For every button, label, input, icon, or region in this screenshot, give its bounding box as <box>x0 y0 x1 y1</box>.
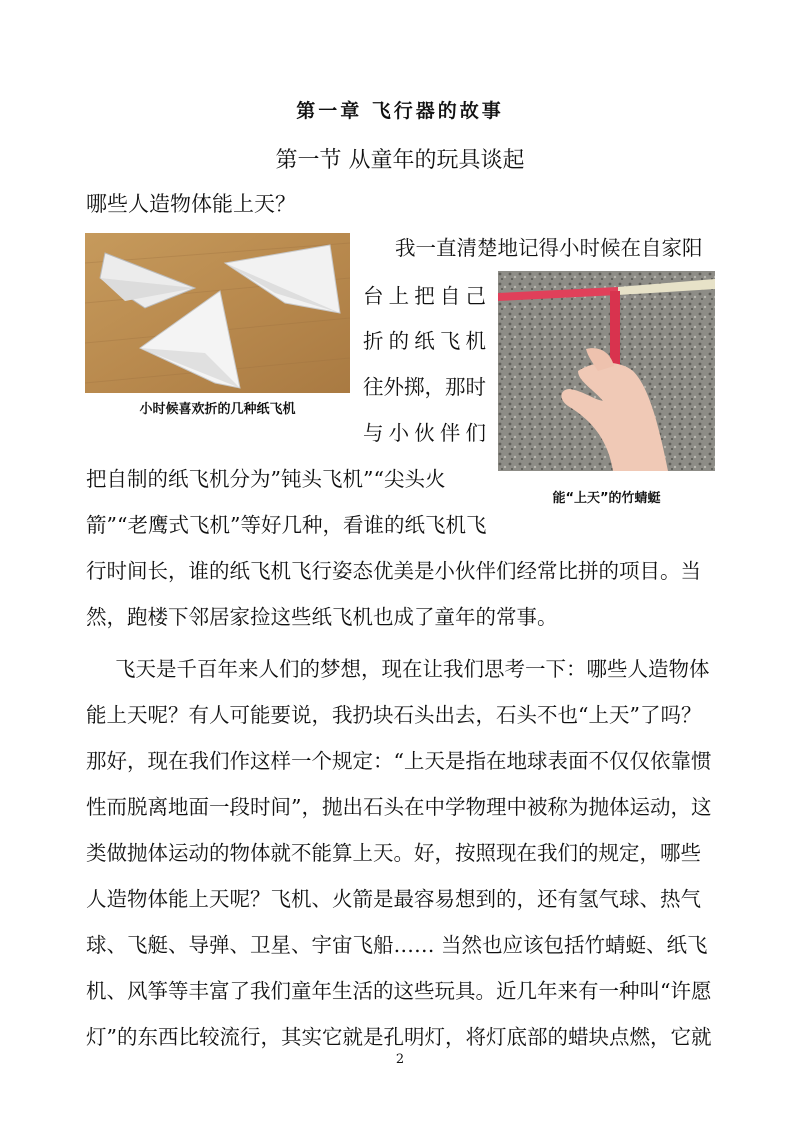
para2-line-3: 那好，现在我们作这样一个规定：“上天是指在地球表面不仅仅依靠惯 <box>86 749 712 773</box>
para1-line-7: 箭”“老鹰式飞机”等好几种，看谁的纸飞机飞 <box>86 513 487 537</box>
para2-line-7: 球、飞艇、导弹、卫星、宇宙飞船…… 当然也应该包括竹蜻蜓、纸飞 <box>86 933 708 957</box>
para2-line-4: 性而脱离地面一段时间”，抛出石头在中学物理中被称为抛体运动，这 <box>86 795 712 819</box>
para2-line-1: 飞天是千百年来人们的梦想，现在让我们思考一下：哪些人造物体 <box>115 657 710 681</box>
para1-line-9: 然，跑楼下邻居家捡这些纸飞机也成了童年的常事。 <box>86 605 558 629</box>
para1-line-1: 我一直清楚地记得小时候在自家阳 <box>395 236 703 260</box>
para1-line-6: 把自制的纸飞机分为”钝头飞机”“尖头火 <box>86 467 446 491</box>
chapter-title: 第一章 飞行器的故事 <box>296 100 504 122</box>
para1-line-5: 与 小 伙 伴 们 <box>363 421 486 445</box>
section-title: 第一节 从童年的玩具谈起 <box>275 148 525 173</box>
para1-line-8: 行时间长，谁的纸飞机飞行姿态优美是小伙伴们经常比拼的项目。当 <box>86 559 701 583</box>
left-figure-caption: 小时候喜欢折的几种纸飞机 <box>139 402 296 417</box>
para2-line-5: 类做抛体运动的物体就不能算上天。好，按照现在我们的规定，哪些 <box>86 841 701 865</box>
question-heading: 哪些人造物体能上天？ <box>86 192 296 216</box>
para2-line-9: 灯”的东西比较流行，其实它就是孔明灯，将灯底部的蜡块点燃，它就 <box>86 1025 712 1049</box>
bamboo-dragonfly-photo <box>498 271 715 471</box>
page-number: 2 <box>395 1052 405 1067</box>
para1-line-2: 台 上 把 自 己 <box>363 284 486 308</box>
para2-line-6: 人造物体能上天呢？飞机、火箭是最容易想到的，还有氢气球、热气 <box>86 887 701 911</box>
paper-airplanes-photo <box>85 233 350 393</box>
right-figure-caption: 能“上天”的竹蜻蜓 <box>552 491 661 506</box>
para2-line-8: 机、风筝等丰富了我们童年生活的这些玩具。近几年来有一种叫“许愿 <box>86 979 712 1003</box>
para2-line-2: 能上天呢？有人可能要说，我扔块石头出去，石头不也“上天”了吗？ <box>86 703 702 727</box>
para1-line-3: 折 的 纸 飞 机 <box>363 329 486 353</box>
para1-line-4: 往外掷，那时 <box>363 375 486 399</box>
